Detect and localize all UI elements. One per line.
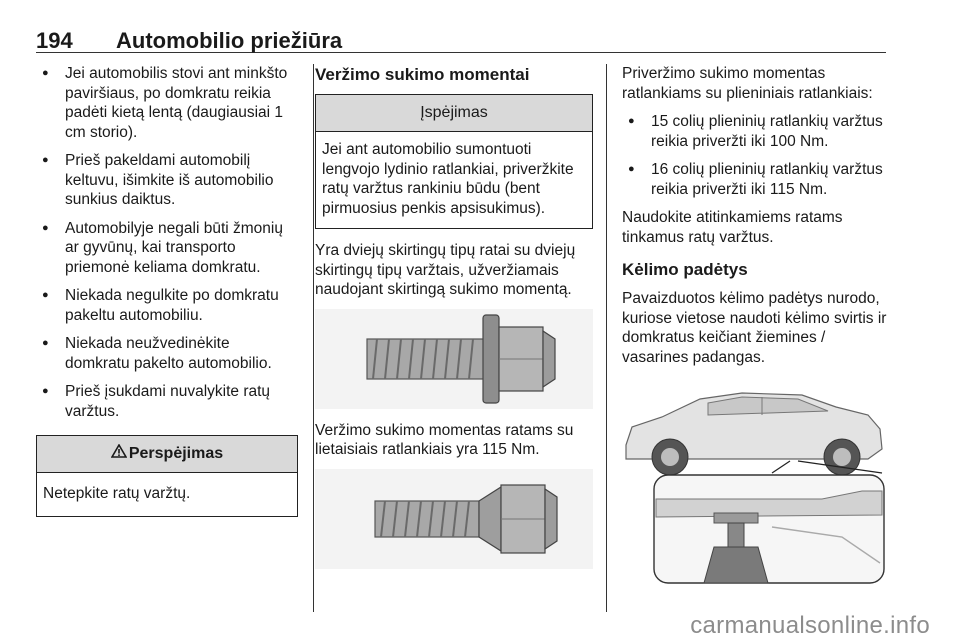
page-header — [36, 22, 886, 53]
paragraph: Priveržimo sukimo momentas ratlankiams su plieniniais ratlankiais: — [622, 65, 873, 102]
list-item: ● Niekada neužvedinėkite domkratu pakelto automobilio. — [36, 334, 298, 373]
caution-box — [36, 435, 298, 517]
warning-heading: Įspėjimas — [316, 95, 592, 132]
alloy-wheel-bolt-illustration — [315, 469, 593, 569]
column-divider — [313, 64, 314, 612]
column-right — [622, 64, 890, 587]
list-item: ● Automobilyje negali būti žmonių ar gyvūnų, kai transporto priemonė keliama domkratu. — [36, 219, 298, 278]
paragraph: Naudokite atitinkamiems ratams tinkamus ratų varžtus. — [622, 209, 843, 246]
paragraph: Pavaizduotos kėlimo padėtys nurodo, kuriose vietose naudoti kėlimo svirtis ir domkratus keičiant žiemines / vasarines padangas. — [622, 290, 887, 366]
list-item: ● Niekada negulkite po domkratu pakeltu automobiliu. — [36, 286, 298, 325]
lifting-points-illustration — [622, 387, 888, 587]
warning-box — [315, 94, 593, 229]
warning-body: Jei ant automobilio sumontuoti lengvojo lydinio ratlankiai, priveržkite ratų varžtus rankiniu būdu (bent pirmuosius penkis apsisukimus). — [322, 141, 574, 217]
list-item: ● Jei automobilis stovi ant minkšto paviršiaus, po domkratu reikia padėti kietą lentą (daugiausiai 1 cm storio). — [36, 64, 298, 142]
page-number: 194 — [36, 28, 73, 53]
warning-triangle-icon — [111, 436, 127, 472]
section-heading-lifting: Kėlimo padėtys — [622, 260, 748, 279]
safety-list — [36, 64, 298, 421]
list-item: ● Prieš įsukdami nuvalykite ratų varžtus. — [36, 382, 298, 421]
caution-body: Netepkite ratų varžtų. — [43, 485, 191, 502]
steel-rim-torque-list — [622, 112, 890, 199]
section-heading-torque: Veržimo sukimo momentai — [315, 65, 530, 84]
steel-wheel-bolt-illustration — [315, 309, 593, 409]
paragraph: Veržimo sukimo momentas ratams su lietaisiais ratlankiais yra 115 Nm. — [315, 421, 574, 458]
list-item: ● 16 colių plieninių ratlankių varžtus reikia priveržti iki 115 Nm. — [622, 160, 890, 199]
caution-header — [37, 436, 297, 473]
column-middle — [315, 64, 593, 581]
watermark: carmanualsonline.info — [690, 612, 930, 639]
page-title: Automobilio priežiūra — [116, 28, 343, 53]
column-left — [36, 64, 298, 517]
paragraph: Yra dviejų skirtingų tipų ratai su dviejų skirtingų tipų varžtais, užveržiamais naudojant skirtingą sukimo momentą. — [315, 242, 576, 298]
caution-heading: Perspėjimas — [128, 445, 224, 462]
list-item: ● Prieš pakeldami automobilį keltuvu, išimkite iš automobilio sunkius daiktus. — [36, 151, 298, 210]
column-divider — [606, 64, 607, 612]
list-item: ● 15 colių plieninių ratlankių varžtus reikia priveržti iki 100 Nm. — [622, 112, 890, 151]
